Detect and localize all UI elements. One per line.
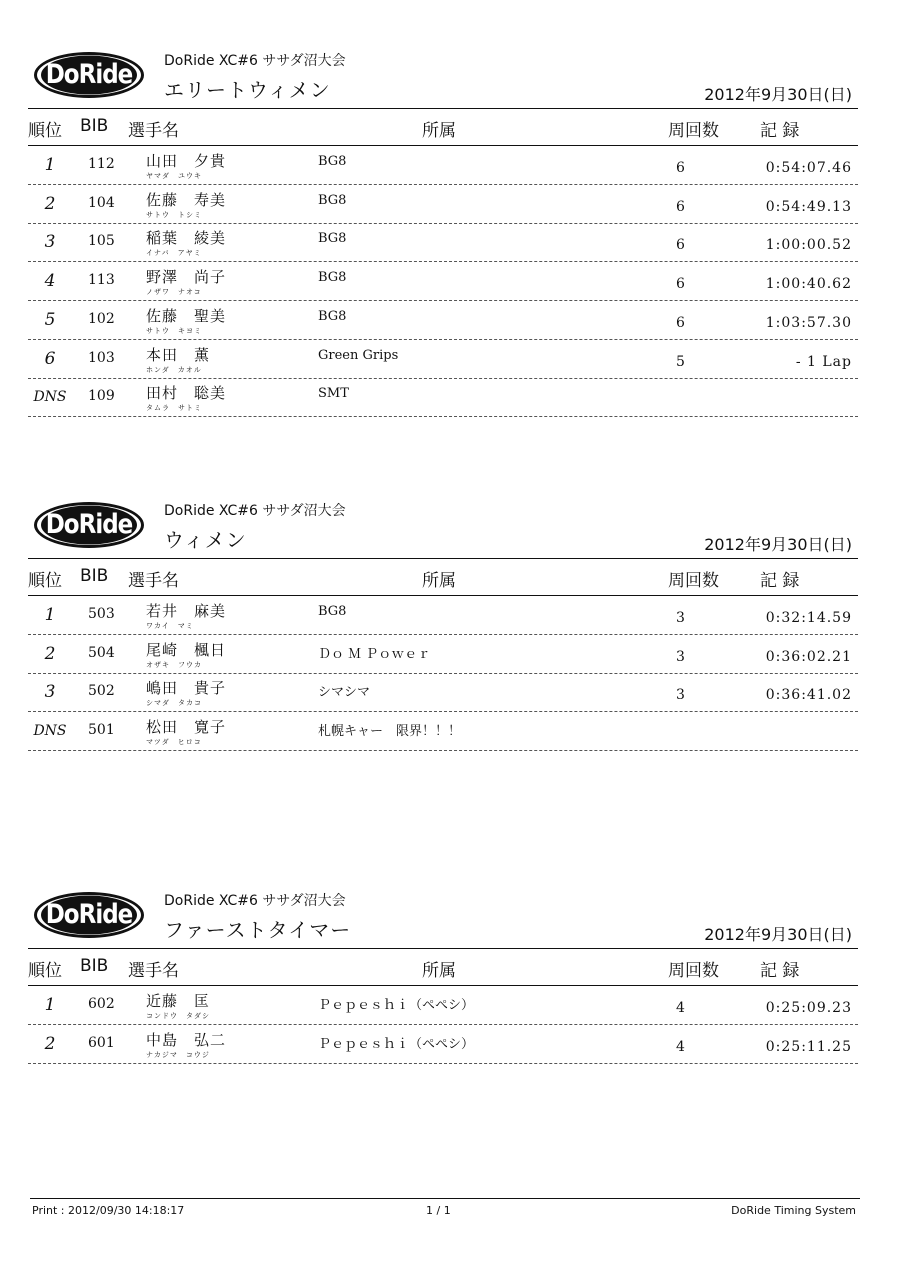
header-bib: BIB <box>80 566 109 586</box>
record-cell: 0:54:49.13 <box>765 198 852 215</box>
team-cell: BG8 <box>318 270 347 286</box>
rank-cell: DNS <box>33 723 67 740</box>
record-cell: 0:54:07.46 <box>765 160 852 176</box>
doride-logo <box>34 502 144 548</box>
category-title: ウィメン <box>164 528 247 552</box>
rank-cell: 4 <box>44 271 56 292</box>
event-name: DoRide XC#6 ササダ沼大会 <box>164 503 346 519</box>
table-row <box>28 262 858 301</box>
laps-cell: 6 <box>676 198 685 215</box>
bib-cell: 109 <box>88 388 115 405</box>
rider-kana: オザキ フウカ <box>146 660 202 669</box>
header-record: 記 録 <box>760 961 800 981</box>
rider-name: 佐藤 聖美 <box>146 306 227 325</box>
team-cell: BG8 <box>318 604 347 619</box>
bib-cell: 601 <box>88 1034 115 1051</box>
bib-cell: 104 <box>88 194 115 211</box>
doride-logo <box>34 52 144 98</box>
rider-name: 近藤 匡 <box>146 992 211 1010</box>
laps-cell: 3 <box>676 648 685 665</box>
rider-kana: マツダ ヒロコ <box>146 738 202 747</box>
laps-cell: 3 <box>676 687 685 704</box>
team-cell: Ｄｏ Ｍ Ｐｏｗｅｒ <box>318 646 431 662</box>
header-laps: 周回数 <box>668 121 719 141</box>
bib-cell: 501 <box>88 722 115 739</box>
table-row <box>28 673 858 712</box>
record-cell: 1:03:57.30 <box>765 314 852 331</box>
laps-cell: 6 <box>676 237 685 254</box>
team-cell: Green Grips <box>318 347 399 363</box>
rider-kana: ナカジマ コウジ <box>146 1050 210 1059</box>
rider-kana: コンドウ タダシ <box>146 1012 210 1020</box>
race-date: 2012年9月30日(日) <box>704 535 852 554</box>
header-laps: 周回数 <box>668 571 719 591</box>
doride-logo <box>34 892 144 938</box>
rank-cell: 3 <box>44 232 56 253</box>
bib-cell: 102 <box>88 310 115 327</box>
bib-cell: 602 <box>88 996 115 1012</box>
rider-name: 中島 弘二 <box>146 1030 227 1049</box>
table-header <box>28 948 858 986</box>
laps-cell: 6 <box>676 314 685 331</box>
rider-kana: ホンダ カオル <box>146 365 202 374</box>
table-header <box>28 108 858 146</box>
category-title: エリートウィメン <box>164 78 331 102</box>
rider-kana: タムラ サトミ <box>146 404 202 413</box>
laps-cell: 3 <box>676 610 685 626</box>
laps-cell: 5 <box>676 353 685 370</box>
laps-cell: 6 <box>676 160 685 176</box>
rider-name: 山田 夕貴 <box>146 152 227 170</box>
header-team: 所属 <box>422 121 456 141</box>
rider-kana: ヤマダ ユウキ <box>146 172 202 180</box>
team-cell: Ｐｅｐｅｓｈｉ（ペペシ） <box>318 1036 475 1052</box>
bib-cell: 502 <box>88 683 115 700</box>
record-cell: 0:25:09.23 <box>765 1000 852 1016</box>
rider-kana: イナバ アヤミ <box>146 249 202 258</box>
rider-name: 松田 寛子 <box>146 718 227 737</box>
header-laps: 周回数 <box>668 961 719 981</box>
rank-cell: 2 <box>44 193 56 214</box>
table-row <box>28 223 858 262</box>
laps-cell: 4 <box>676 1000 685 1016</box>
logo-text: DoRide <box>41 55 137 94</box>
record-cell: 0:36:41.02 <box>765 687 852 704</box>
rank-cell: 1 <box>44 995 56 1015</box>
header-rank: 順位 <box>28 571 62 591</box>
header-record: 記 録 <box>760 121 800 141</box>
header-name: 選手名 <box>128 571 179 591</box>
rider-name: 尾崎 楓日 <box>146 640 227 659</box>
rider-name: 嶋田 貴子 <box>146 679 227 698</box>
team-cell: シマシマ <box>318 685 371 701</box>
header-bib: BIB <box>80 956 109 976</box>
table-row <box>28 378 858 417</box>
rider-name: 佐藤 寿美 <box>146 190 227 209</box>
table-row <box>28 340 858 379</box>
record-cell: 0:25:11.25 <box>765 1038 852 1055</box>
table-row <box>28 1025 858 1064</box>
rider-name: 稲葉 綾美 <box>146 229 227 248</box>
rank-cell: 1 <box>44 605 56 625</box>
event-name: DoRide XC#6 ササダ沼大会 <box>164 53 346 69</box>
category-title: ファーストタイマー <box>164 918 352 942</box>
rider-kana: シマダ タカコ <box>146 699 202 708</box>
bib-cell: 113 <box>88 272 115 289</box>
rider-kana: ワカイ マミ <box>146 622 194 630</box>
table-row <box>28 635 858 674</box>
header-name: 選手名 <box>128 121 179 141</box>
page-footer <box>30 1198 860 1217</box>
rank-cell: 6 <box>44 348 56 369</box>
table-row <box>28 301 858 340</box>
rank-cell: DNS <box>33 389 67 406</box>
team-cell: 札幌キャー 限界！！！ <box>318 724 462 740</box>
laps-cell: 6 <box>676 276 685 293</box>
record-cell: - 1 Lap <box>795 353 852 370</box>
system-name: DoRide Timing System <box>731 1204 856 1217</box>
record-cell: 1:00:00.52 <box>765 237 852 254</box>
bib-cell: 112 <box>88 156 115 172</box>
rider-kana: サトウ キヨミ <box>146 326 202 335</box>
header-team: 所属 <box>422 961 456 981</box>
team-cell: BG8 <box>318 154 347 169</box>
table-row <box>28 185 858 224</box>
table-row <box>28 146 858 185</box>
event-name: DoRide XC#6 ササダ沼大会 <box>164 893 346 909</box>
header-bib: BIB <box>80 116 109 136</box>
bib-cell: 103 <box>88 349 115 366</box>
team-cell: SMT <box>318 386 349 402</box>
rank-cell: 2 <box>44 643 56 664</box>
rider-name: 野澤 尚子 <box>146 268 227 287</box>
header-team: 所属 <box>422 571 456 591</box>
bib-cell: 504 <box>88 644 115 661</box>
header-rank: 順位 <box>28 961 62 981</box>
laps-cell: 4 <box>676 1038 685 1055</box>
team-cell: BG8 <box>318 308 347 324</box>
bib-cell: 503 <box>88 606 115 622</box>
rider-kana: サトウ トシミ <box>146 210 202 219</box>
rank-cell: 1 <box>44 155 56 175</box>
table-row <box>28 596 858 635</box>
print-timestamp: Print : 2012/09/30 14:18:17 <box>32 1204 185 1217</box>
table-row <box>28 986 858 1025</box>
table-header <box>28 558 858 596</box>
rider-kana: ノザワ ナオコ <box>146 288 202 297</box>
team-cell: BG8 <box>318 231 347 247</box>
logo-text: DoRide <box>41 505 137 544</box>
team-cell: BG8 <box>318 192 347 208</box>
race-date: 2012年9月30日(日) <box>704 925 852 944</box>
rider-name: 若井 麻美 <box>146 602 227 620</box>
rider-name: 本田 薫 <box>146 345 211 364</box>
header-name: 選手名 <box>128 961 179 981</box>
record-cell: 0:36:02.21 <box>765 648 852 665</box>
team-cell: Ｐｅｐｅｓｈｉ（ペペシ） <box>318 998 475 1013</box>
table-row <box>28 712 858 751</box>
header-rank: 順位 <box>28 121 62 141</box>
race-date: 2012年9月30日(日) <box>704 85 852 104</box>
rank-cell: 5 <box>44 309 56 330</box>
logo-text: DoRide <box>41 895 137 934</box>
rank-cell: 3 <box>44 682 56 703</box>
record-cell: 1:00:40.62 <box>765 276 852 293</box>
header-record: 記 録 <box>760 571 800 591</box>
record-cell: 0:32:14.59 <box>765 610 852 626</box>
rank-cell: 2 <box>44 1033 56 1054</box>
page-number: 1 / 1 <box>426 1204 451 1217</box>
bib-cell: 105 <box>88 233 115 250</box>
rider-name: 田村 聡美 <box>146 384 227 403</box>
